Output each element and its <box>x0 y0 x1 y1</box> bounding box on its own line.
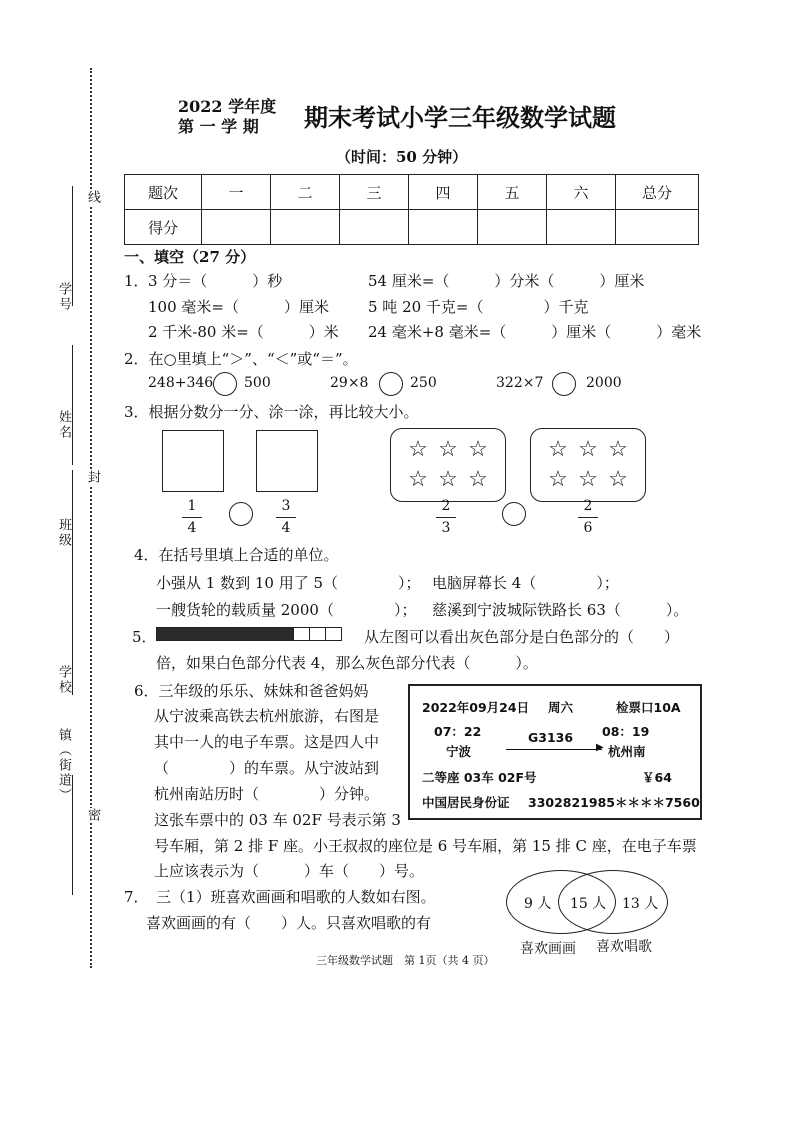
star-group-1[interactable] <box>390 428 506 502</box>
q2-b-answer-circle[interactable] <box>379 372 403 396</box>
exam-time: （时间：50 分钟） <box>336 148 468 166</box>
score-input-cell[interactable] <box>616 210 699 245</box>
q4-item-b: 电脑屏幕长 4（ ）； <box>432 574 619 592</box>
q6-line: 上应该表示为（ ）车（ ）号。 <box>154 862 425 880</box>
q6-line: 号车厢，第 2 排 F 座。小王叔叔的座位是 6 号车厢，第 15 排 C 座，在电子车票 <box>154 837 697 855</box>
margin-student-no: 学号 <box>56 282 71 312</box>
table-cell: 题次 <box>125 175 202 210</box>
margin-secret-label: 密 <box>85 808 100 823</box>
star-group-2[interactable] <box>530 428 646 502</box>
ticket-to: 杭州南 <box>608 744 646 759</box>
score-input-cell[interactable] <box>478 210 547 245</box>
q5-white-cell <box>325 628 341 640</box>
score-input-cell[interactable] <box>202 210 271 245</box>
fraction-numerator: 2 <box>583 498 593 514</box>
q5-line-2: 倍，如果白色部分代表 4，那么灰色部分代表（ ）。 <box>156 654 538 672</box>
star-icon: ☆ <box>548 437 568 462</box>
q3-question: 3．根据分数分一分、涂一涂，再比较大小。 <box>124 403 419 421</box>
q1-item-b: 54 厘米=（ ）分米（ ）厘米 <box>368 272 645 290</box>
venn-label-singing: 喜欢唱歌 <box>596 939 652 955</box>
q3-compare-circle-1[interactable] <box>229 502 253 526</box>
q3-compare-circle-2[interactable] <box>502 502 526 526</box>
fraction-bar <box>182 517 202 518</box>
q2-b-left: 29×8 <box>330 375 369 391</box>
star-icon: ☆ <box>438 437 458 462</box>
star-icon: ☆ <box>408 467 428 492</box>
margin-name: 姓名 <box>56 410 71 440</box>
fraction-2 <box>276 498 296 537</box>
q1-item-e: 2 千米-80 米=（ ）米 <box>148 323 339 341</box>
ticket-arr-time: 08：19 <box>602 724 650 739</box>
q5-number: 5． <box>132 628 157 646</box>
fraction-square-1[interactable] <box>162 430 224 492</box>
table-cell: 三 <box>340 175 409 210</box>
q6-line: 这张车票中的 03 车 02F 号表示第 3 <box>154 811 401 829</box>
fraction-denominator: 6 <box>583 520 593 536</box>
q2-c-right: 2000 <box>586 375 622 391</box>
venn-label-drawing: 喜欢画画 <box>520 941 576 957</box>
fraction-1 <box>182 498 202 537</box>
q2-c-answer-circle[interactable] <box>552 372 576 396</box>
q6-line: 从宁波乘高铁去杭州旅游，右图是 <box>154 707 380 725</box>
q7-line-2: 喜欢画画的有（ ）人。只喜欢唱歌的有 <box>146 914 432 932</box>
fraction-square-2[interactable] <box>256 430 318 492</box>
q4-item-a: 小强从 1 数到 10 用了 5（ ）； <box>156 574 421 592</box>
q6-line: 杭州南站历时（ ）分钟。 <box>154 785 380 803</box>
q2-question: 2．在○里填上“＞”、“＜”或“＝”。 <box>124 350 358 368</box>
ticket-train-no: G3136 <box>528 730 574 745</box>
star-icon: ☆ <box>468 467 488 492</box>
venn-overlap-count: 15 人 <box>570 896 607 912</box>
table-cell: 总分 <box>616 175 699 210</box>
arrow-right-icon: ▶ <box>596 742 604 753</box>
q4-question: 4．在括号里填上合适的单位。 <box>134 546 339 564</box>
header-year: 2022 学年度 <box>178 97 277 116</box>
fraction-4 <box>578 498 598 537</box>
star-icon: ☆ <box>408 437 428 462</box>
q6-line: 6．三年级的乐乐、妹妹和爸爸妈妈 <box>134 682 369 700</box>
ticket-date: 2022年09月24日 <box>422 700 530 715</box>
fraction-numerator: 2 <box>441 498 451 514</box>
score-input-cell[interactable] <box>340 210 409 245</box>
ticket-price: ￥64 <box>642 770 672 785</box>
star-icon: ☆ <box>468 437 488 462</box>
fraction-numerator: 3 <box>281 498 291 514</box>
fraction-denominator: 4 <box>187 520 197 536</box>
star-icon: ☆ <box>578 467 598 492</box>
q1-item-f: 24 毫米+8 毫米=（ ）厘米（ ）毫米 <box>368 323 702 341</box>
name-line <box>72 345 73 465</box>
fraction-numerator: 1 <box>187 498 197 514</box>
q5-white-cell <box>293 628 309 640</box>
q2-a-left: 248+346 <box>148 375 214 391</box>
page-footer: 三年级数学试题 第 1页（共 4 页） <box>316 954 495 967</box>
score-table <box>124 174 699 245</box>
fraction-bar <box>276 517 296 518</box>
fraction-bar <box>436 517 456 518</box>
page-title: 期末考试小学三年级数学试题 <box>304 103 616 132</box>
star-icon: ☆ <box>548 467 568 492</box>
ticket-gate: 检票口10A <box>616 700 681 715</box>
fraction-denominator: 4 <box>281 520 291 536</box>
ticket-dep-time: 07：22 <box>434 724 482 739</box>
margin-school: 学校 <box>56 665 71 695</box>
ticket-id-label: 中国居民身份证 <box>422 795 510 810</box>
section-heading: 一、填空（27 分） <box>124 248 256 266</box>
score-input-cell[interactable] <box>547 210 616 245</box>
score-table-header-row <box>125 175 699 210</box>
score-input-cell[interactable] <box>271 210 340 245</box>
ticket-seat: 二等座 03车 02F号 <box>422 770 537 785</box>
fraction-3 <box>436 498 456 537</box>
q4-item-c: 一艘货轮的载质量 2000（ ）； <box>156 601 417 619</box>
star-icon: ☆ <box>608 467 628 492</box>
margin-class: 班级 <box>56 518 71 548</box>
q1-number: 1． <box>124 272 149 290</box>
ticket-from: 宁波 <box>446 744 472 759</box>
ticket-weekday: 周六 <box>548 700 574 715</box>
q5-line-1: 从左图可以看出灰色部分是白色部分的（ ） <box>364 628 680 646</box>
fraction-bar <box>578 517 598 518</box>
venn-right-count: 13 人 <box>622 896 659 912</box>
q7-line-1: 7． 三（1）班喜欢画画和唱歌的人数如右图。 <box>124 888 436 906</box>
fraction-denominator: 3 <box>441 520 451 536</box>
q2-b-right: 250 <box>410 375 437 391</box>
q4-item-d: 慈溪到宁波城际铁路长 63（ ）。 <box>432 601 689 619</box>
q6-line: （ ）的车票。从宁波站到 <box>154 759 380 777</box>
margin-town: 镇（街道） <box>56 728 71 803</box>
score-input-cell[interactable] <box>409 210 478 245</box>
q2-c-left: 322×7 <box>496 375 544 391</box>
table-cell: 六 <box>547 175 616 210</box>
ticket-arrow-line <box>506 749 602 750</box>
margin-seal-label: 封 <box>85 470 100 485</box>
q6-line: 其中一人的电子车票。这是四人中 <box>154 733 380 751</box>
header-term: 第 一 学 期 <box>178 117 259 136</box>
margin-line-label: 线 <box>85 190 100 205</box>
table-cell: 二 <box>271 175 340 210</box>
q1-item-a: 3 分＝（ ）秒 <box>148 272 283 290</box>
q2-a-right: 500 <box>244 375 271 391</box>
q1-item-c: 100 毫米=（ ）厘米 <box>148 298 329 316</box>
e-ticket <box>408 684 702 820</box>
table-cell: 得分 <box>125 210 202 245</box>
table-cell: 一 <box>202 175 271 210</box>
ticket-id-number: 3302821985＊＊＊＊7560 <box>528 795 700 810</box>
star-icon: ☆ <box>608 437 628 462</box>
star-icon: ☆ <box>438 467 458 492</box>
table-cell: 四 <box>409 175 478 210</box>
score-table-score-row <box>125 210 699 245</box>
q5-strip-diagram <box>156 627 342 641</box>
q5-white-cell <box>309 628 325 640</box>
q1-item-d: 5 吨 20 千克=（ ）千克 <box>368 298 589 316</box>
q2-a-answer-circle[interactable] <box>213 372 237 396</box>
table-cell: 五 <box>478 175 547 210</box>
star-icon: ☆ <box>578 437 598 462</box>
venn-left-count: 9 人 <box>524 896 552 912</box>
q5-grey-part <box>157 628 293 640</box>
